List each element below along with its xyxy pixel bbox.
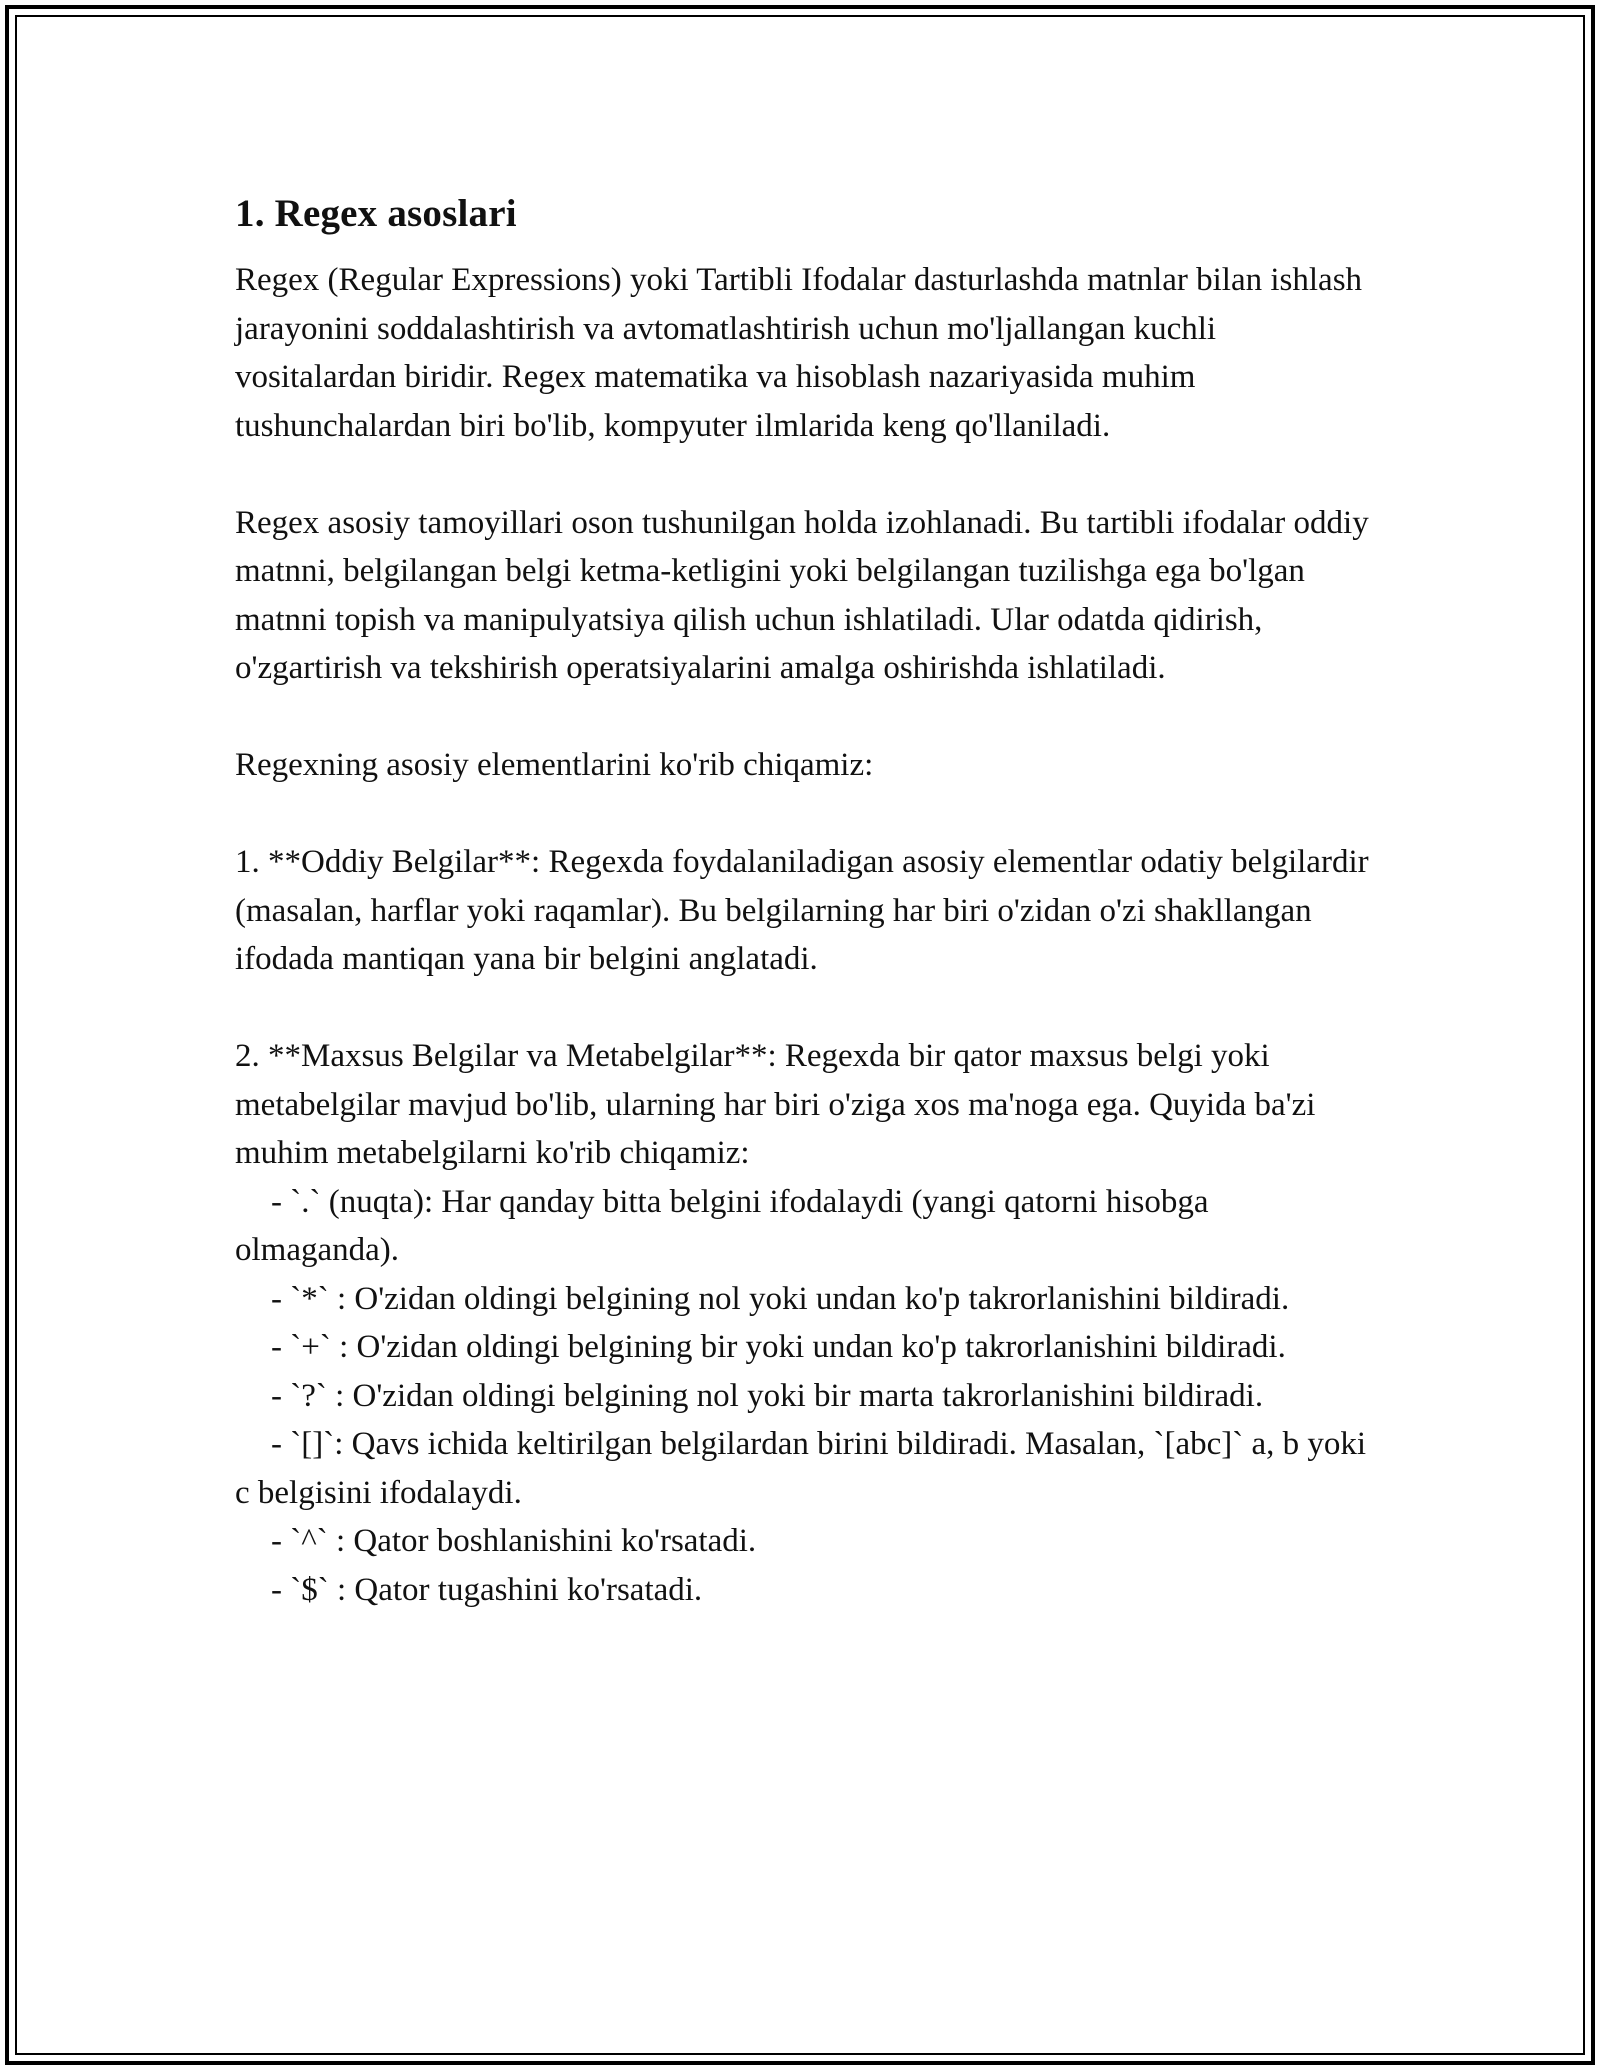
- paragraph-gap: [235, 693, 1375, 742]
- list-item-dollar: - `$` : Qator tugashini ko'rsatadi.: [271, 1571, 703, 1608]
- list-item-plus: - `+` : O'zidan oldingi belgining bir yoki undan ko'p takrorlanishini bildiradi.: [271, 1329, 1286, 1365]
- document-title: 1. Regex asoslari: [235, 192, 517, 235]
- paragraph-gap: [235, 984, 1375, 1033]
- list-item-caret: - `^` : Qator boshlanishini ko'rsatadi.: [271, 1523, 757, 1559]
- list-item-dot: - `.` (nuqta): Har qanday bitta belgini ifodalaydi (yangi qatorni hisobga olmaganda).: [235, 1183, 1217, 1268]
- document-body: [235, 186, 1375, 1614]
- paragraph-metacharacters: 2. **Maxsus Belgilar va Metabelgilar**: Regexda bir qator maxsus belgi yoki metabelgilar mavjud bo'lib, ularning har biri o'ziga xos ma'noga ega. Quyida ba'zi muhim metabelgilarni ko'rib chiqamiz:: [235, 1038, 1324, 1171]
- paragraph-gap: [235, 450, 1375, 499]
- paragraph-intro: Regex (Regular Expressions) yoki Tartibli Ifodalar dasturlashda matnlar bilan ishlash jarayonini soddalashtirish va avtomatlashtirish uchun mo'ljallangan kuchli vositalardan biridir. Regex matematika va hisoblash nazariyasida muhim tushunchalardan biri bo'lib, kompyuter ilmlarida keng qo'llaniladi.: [235, 262, 1371, 444]
- paragraph-ordinary-characters: 1. **Oddiy Belgilar**: Regexda foydalaniladigan asosiy elementlar odatiy belgilardir (masalan, harflar yoki raqamlar). Bu belgilarning har biri o'zidan o'zi shakllangan ifodada mantiqan yana bir belgini anglatadi.: [235, 844, 1377, 977]
- list-item-brackets: - `[]`: Qavs ichida keltirilgan belgilardan birini bildiradi. Masalan, `[abc]` a, b yoki c belgisini ifodalaydi.: [235, 1426, 1375, 1511]
- paragraph-gap: [235, 790, 1375, 839]
- paragraph-elements-intro: Regexning asosiy elementlarini ko'rib chiqamiz:: [235, 747, 874, 783]
- list-item-question: - `?` : O'zidan oldingi belgining nol yoki bir marta takrorlanishini bildiradi.: [271, 1377, 1264, 1414]
- list-item-star: - `*` : O'zidan oldingi belgining nol yoki undan ko'p takrorlanishini bildiradi.: [271, 1280, 1290, 1317]
- paragraph-principles: Regex asosiy tamoyillari oson tushunilgan holda izohlanadi. Bu tartibli ifodalar oddiy matnni, belgilangan belgi ketma-ketligini yoki belgilangan tuzilishga ega bo'lgan matnni topish va manipulyatsiya qilish uchun ishlatiladi. Ular odatda qidirish, o'zgartirish va tekshirish operatsiyalarini amalga oshirishda ishlatiladi.: [235, 504, 1377, 686]
